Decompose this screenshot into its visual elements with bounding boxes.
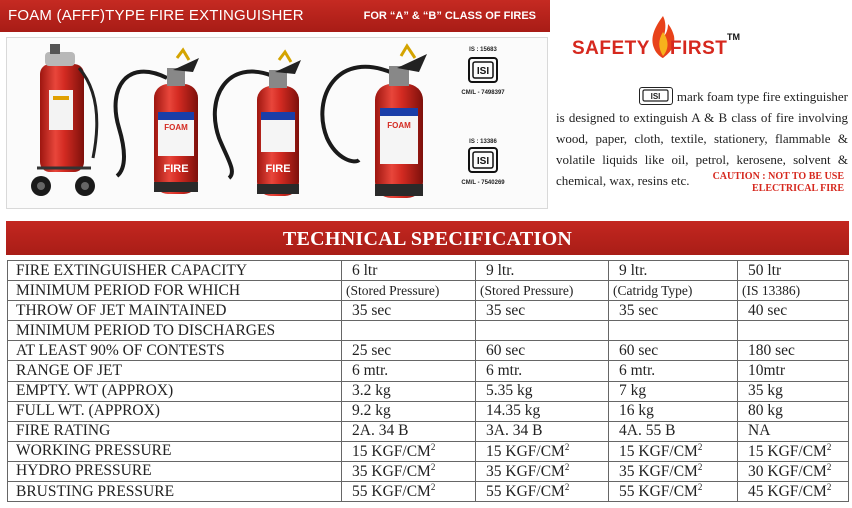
fire-label-2: FIRE [265, 163, 291, 175]
unit-superscript: 2 [430, 441, 436, 452]
spec-label: RANGE OF JET [8, 361, 342, 381]
spec-label: THROW OF JET MAINTAINED [8, 301, 342, 321]
header-bar [0, 0, 550, 32]
table-row [8, 401, 849, 421]
header-title: FOAM (AFFF)TYPE FIRE EXTINGUISHER [8, 7, 304, 24]
unit-superscript: 2 [564, 441, 570, 452]
spec-value: 6 mtr. [476, 361, 609, 381]
spec-value: 35 KGF/$CM^2$ [476, 461, 609, 481]
spec-label: AT LEAST 90% OF CONTESTS [8, 341, 342, 361]
unit-superscript: 2 [826, 482, 832, 493]
spec-value: 3.2 kg [342, 381, 476, 401]
spec-value: (Catridg Type) [609, 281, 738, 301]
trolley-extinguisher [31, 44, 97, 196]
spec-value: 2A. 34 B [342, 421, 476, 441]
unit-superscript: 2 [564, 461, 570, 472]
isi-license-1: CM/L - 7498397 [461, 90, 505, 96]
spec-value: NA [738, 421, 849, 441]
isi-standard-2: IS : 13386 [469, 139, 497, 145]
isi-standard-1: IS : 15683 [469, 47, 497, 53]
spec-label: WORKING PRESSURE [8, 441, 342, 461]
spec-value: 80 kg [738, 401, 849, 421]
table-row [8, 281, 849, 301]
table-row [8, 321, 849, 341]
spec-value [609, 321, 738, 341]
isi-mark-1 [461, 47, 505, 96]
spec-value: 40 sec [738, 301, 849, 321]
brand-logo [568, 14, 778, 74]
spec-label: FIRE RATING [8, 421, 342, 441]
spec-value: 60 sec [476, 341, 609, 361]
unit-superscript: 2 [430, 482, 436, 493]
table-row [8, 361, 849, 381]
spec-value: 6 mtr. [609, 361, 738, 381]
svg-text:ISI: ISI [476, 66, 490, 77]
spec-value: 35 kg [738, 381, 849, 401]
isi-license-2: CM/L - 7540269 [461, 180, 505, 186]
fire-label-1: FIRE [163, 163, 189, 175]
table-row [8, 461, 849, 481]
spec-value: (IS 13386) [738, 281, 849, 301]
isi-inline-icon [639, 87, 673, 105]
caution-line2: ELECTRICAL FIRE [752, 183, 844, 194]
spec-table [7, 260, 849, 502]
spec-title-bar [6, 221, 849, 255]
spec-label: MINIMUM PERIOD TO DISCHARGES [8, 321, 342, 341]
spec-value [342, 321, 476, 341]
caution-line1: CAUTION : NOT TO BE USE [712, 171, 844, 182]
spec-value: 15 KGF/$CM^2$ [609, 441, 738, 461]
spec-value: 35 KGF/$CM^2$ [609, 461, 738, 481]
spec-value: 30 KGF/$CM^2$ [738, 461, 849, 481]
spec-value: 50 ltr [738, 261, 849, 281]
spec-value: 9 ltr. [476, 261, 609, 281]
spec-value: 4A. 55 B [609, 421, 738, 441]
extinguisher-illustration [7, 38, 549, 210]
svg-text:ISI: ISI [476, 156, 490, 167]
spec-value: (Stored Pressure) [342, 281, 476, 301]
spec-value: 9.2 kg [342, 401, 476, 421]
spec-label: HYDRO PRESSURE [8, 461, 342, 481]
caution-note [704, 171, 844, 195]
spec-label: FIRE EXTINGUISHER CAPACITY [8, 261, 342, 281]
isi-mark-2 [461, 139, 505, 186]
spec-label: MINIMUM PERIOD FOR WHICH [8, 281, 342, 301]
spec-value: 7 kg [609, 381, 738, 401]
table-row [8, 381, 849, 401]
table-row [8, 482, 849, 502]
description-line1: mark foam type fire extinguisher [676, 89, 848, 104]
spec-label: FULL WT. (APPROX) [8, 401, 342, 421]
spec-value: 25 sec [342, 341, 476, 361]
brand-tm: TM [727, 32, 740, 42]
product-photo-panel [6, 37, 548, 209]
foam-label-1: FOAM [164, 123, 188, 132]
header-tag: FOR “A” & “B” CLASS OF FIRES [363, 10, 536, 22]
spec-label: EMPTY. WT (APPROX) [8, 381, 342, 401]
spec-value: (Stored Pressure) [476, 281, 609, 301]
spec-label: BRUSTING PRESSURE [8, 482, 342, 502]
unit-superscript: 2 [430, 461, 436, 472]
brand-word-safety: SAFETY [572, 38, 650, 59]
spec-value: 14.35 kg [476, 401, 609, 421]
table-row [8, 441, 849, 461]
spec-value: 3A. 34 B [476, 421, 609, 441]
spec-value: 55 KGF/$CM^2$ [342, 482, 476, 502]
spec-value: 35 sec [342, 301, 476, 321]
spec-value [738, 321, 849, 341]
spec-value: 9 ltr. [609, 261, 738, 281]
spec-value: 45 KGF/$CM^2$ [738, 482, 849, 502]
foam-label-2: FOAM [387, 121, 411, 130]
table-row [8, 421, 849, 441]
unit-superscript: 2 [826, 441, 832, 452]
brand-word-first: FIRST [670, 38, 728, 59]
extinguisher-9ltr-stored [215, 52, 301, 196]
spec-value: 180 sec [738, 341, 849, 361]
table-row [8, 341, 849, 361]
spec-value: 16 kg [609, 401, 738, 421]
svg-text:ISI: ISI [650, 92, 661, 101]
spec-value: 6 mtr. [342, 361, 476, 381]
table-row [8, 261, 849, 281]
extinguisher-6ltr [116, 50, 199, 194]
spec-value: 5.35 kg [476, 381, 609, 401]
unit-superscript: 2 [697, 482, 703, 493]
spec-value: 15 KGF/$CM^2$ [476, 441, 609, 461]
unit-superscript: 2 [564, 482, 570, 493]
spec-value: 15 KGF/$CM^2$ [738, 441, 849, 461]
description-body: is designed to extinguish A & B class of fire involving wood, paper, cloth, textile, stationery, flammable & volatile liquids like oil, petrol, kerosene, solvent & chemical, wax, resins etc. [556, 110, 848, 188]
spec-value: 10mtr [738, 361, 849, 381]
spec-value: 6 ltr [342, 261, 476, 281]
spec-value: 60 sec [609, 341, 738, 361]
spec-value: 35 sec [609, 301, 738, 321]
spec-value: 35 KGF/$CM^2$ [342, 461, 476, 481]
spec-value: 35 sec [476, 301, 609, 321]
spec-title: TECHNICAL SPECIFICATION [282, 228, 573, 250]
table-row [8, 301, 849, 321]
extinguisher-9ltr-cartridge [322, 46, 427, 198]
spec-value: 15 KGF/$CM^2$ [342, 441, 476, 461]
spec-value [476, 321, 609, 341]
unit-superscript: 2 [826, 461, 832, 472]
spec-value: 55 KGF/$CM^2$ [609, 482, 738, 502]
unit-superscript: 2 [697, 461, 703, 472]
spec-value: 55 KGF/$CM^2$ [476, 482, 609, 502]
unit-superscript: 2 [697, 441, 703, 452]
